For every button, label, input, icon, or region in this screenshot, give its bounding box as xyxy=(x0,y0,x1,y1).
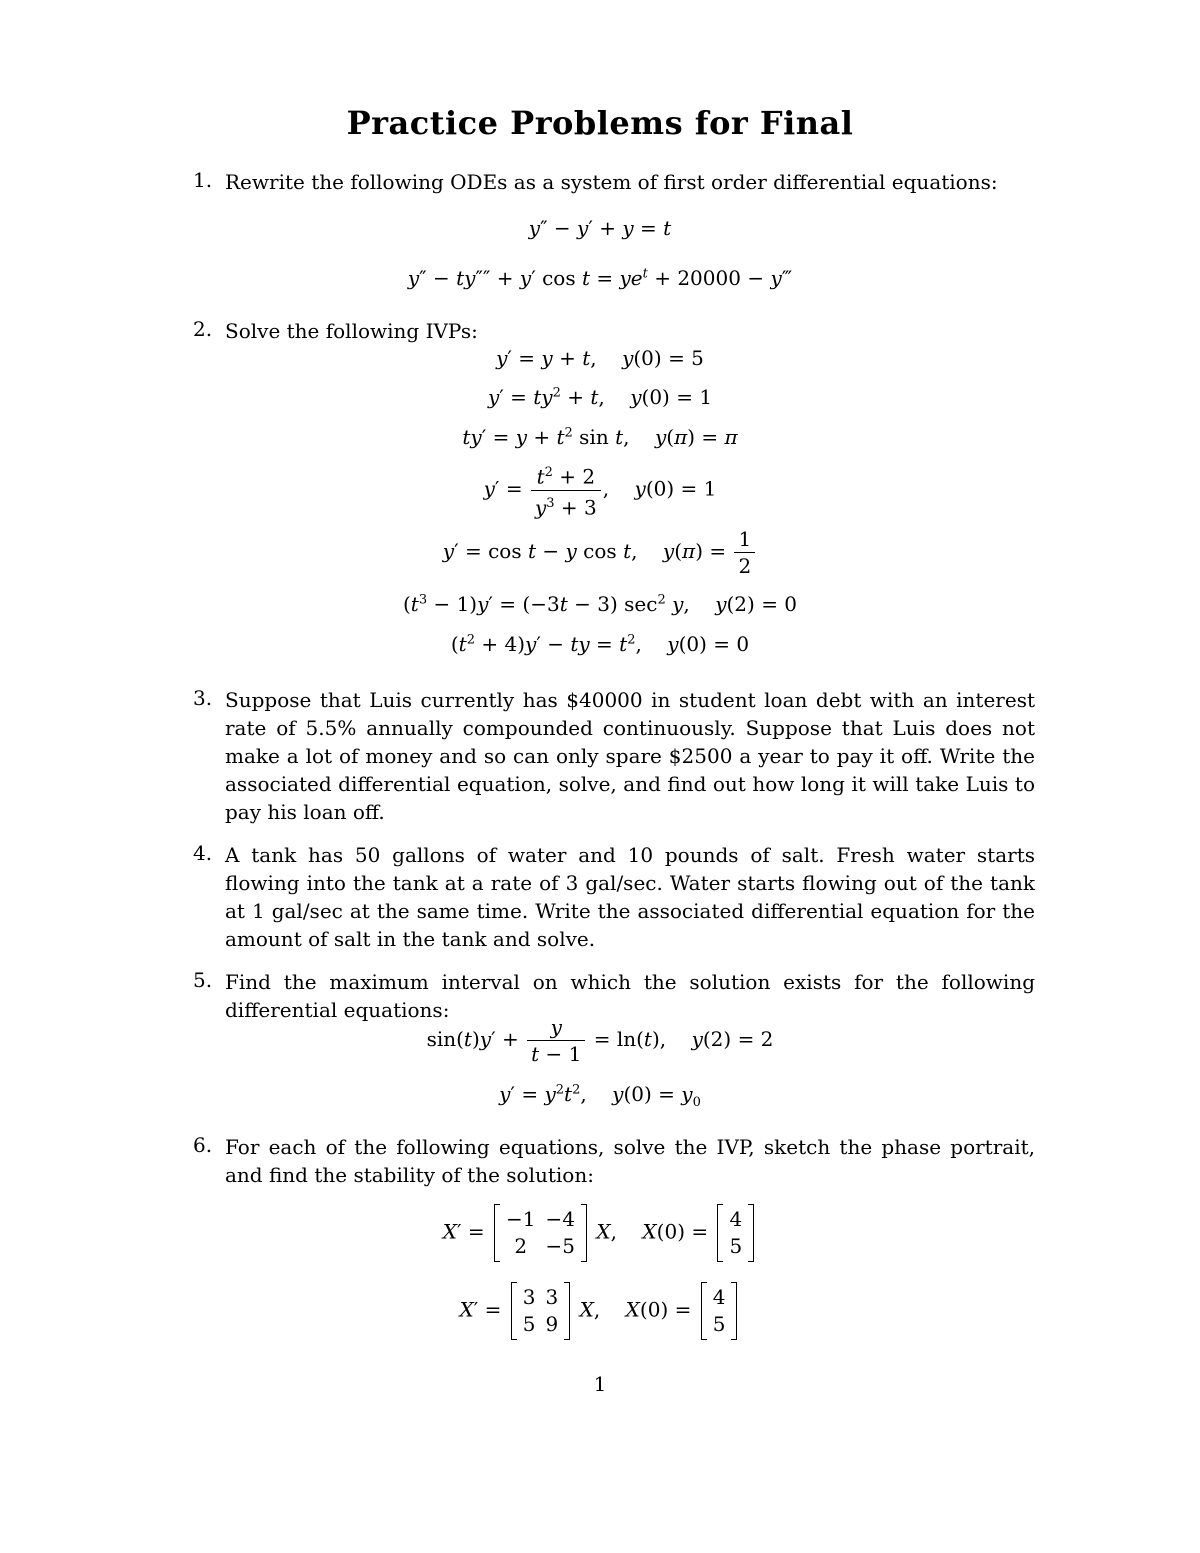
problem-3-number: 3. xyxy=(193,686,213,710)
page-title: Practice Problems for Final xyxy=(346,104,854,142)
ivp-7: $(t^2 + 4)y'$ − ty = $t^2$, y(0) = 0 xyxy=(450,632,750,656)
ivp-6: $(t^3 - 1)y' = (-3t - 3)$ $\sec^2 y$, y(2) = 0 xyxy=(402,592,798,616)
matrix-equation-2: X′ = 3 3 5 9 X, X(0) = 4 5 xyxy=(0,1284,1200,1338)
problem-4-number: 4. xyxy=(193,841,213,865)
ivp-3: $ty' = y + t^2$ sin t, y(π) = π xyxy=(462,425,738,449)
problem-6-text: For each of the following equations, solve the IVP, sketch the phase portrait, and find the stability of the solution: xyxy=(225,1135,1035,1187)
problem-6-number: 6. xyxy=(193,1133,213,1157)
problem-1-text: Rewrite the following ODEs as a system of first order differential equations: xyxy=(225,170,998,194)
equation-1a: y″ − y′ + y = t xyxy=(528,216,672,240)
problem-5-number: 5. xyxy=(193,968,213,992)
ivp-1: y′ = y + t, y(0) = 5 xyxy=(496,346,704,370)
problem-4-text: A tank has 50 gallons of water and 10 pounds of salt. Fresh water starts flowing into the tank at a rate of 3 gal/sec. Water starts flowing out of the tank at 1 gal/sec at the same time. Write the associated differential equation for the amount of salt in the tank and solve. xyxy=(225,843,1035,951)
page-number: 1 xyxy=(593,1372,607,1396)
problem-2-text: Solve the following IVPs: xyxy=(225,319,478,343)
ivp-4: y′ = $\frac{t^2 + 2}{y^3 + 3}$ , y(0) = 1 xyxy=(0,462,1200,518)
equation-5b: $y' = y^2t^2$, $y(0) = y_0$ xyxy=(499,1082,701,1110)
ivp-2: $y' = ty^2 + t$, y(0) = 1 xyxy=(487,385,713,409)
matrix-equation-1: X′ = −1 −4 2 −5 X, X(0) = 4 5 xyxy=(0,1206,1200,1260)
equation-5a: sin(t)y′ + $\frac{y}{t - 1}$ = ln(t), y(2) = 2 xyxy=(426,1015,774,1066)
problem-1-number: 1. xyxy=(193,168,213,192)
ivp-5: y′ = cos t − y cos t, y(π) = $\frac{1}{2}$ xyxy=(0,528,1200,577)
problem-3-text: Suppose that Luis currently has $40000 in student loan debt with an interest rate of 5.5% annually compounded continuously. Suppose that Luis does not make a lot of money and so can only spare $2500 a year to pay it off. Write the associated differential equation, solve, and find out how long it will take Luis to pay his loan off. xyxy=(225,688,1035,824)
equation-1b: y″ − ty″″ + y′ $\cos t = ye^t + 20000$ − y‴ xyxy=(407,266,793,290)
problem-2-number: 2. xyxy=(193,317,213,341)
problem-5-text: Find the maximum interval on which the solution exists for the following differential equations: xyxy=(225,970,1035,1022)
